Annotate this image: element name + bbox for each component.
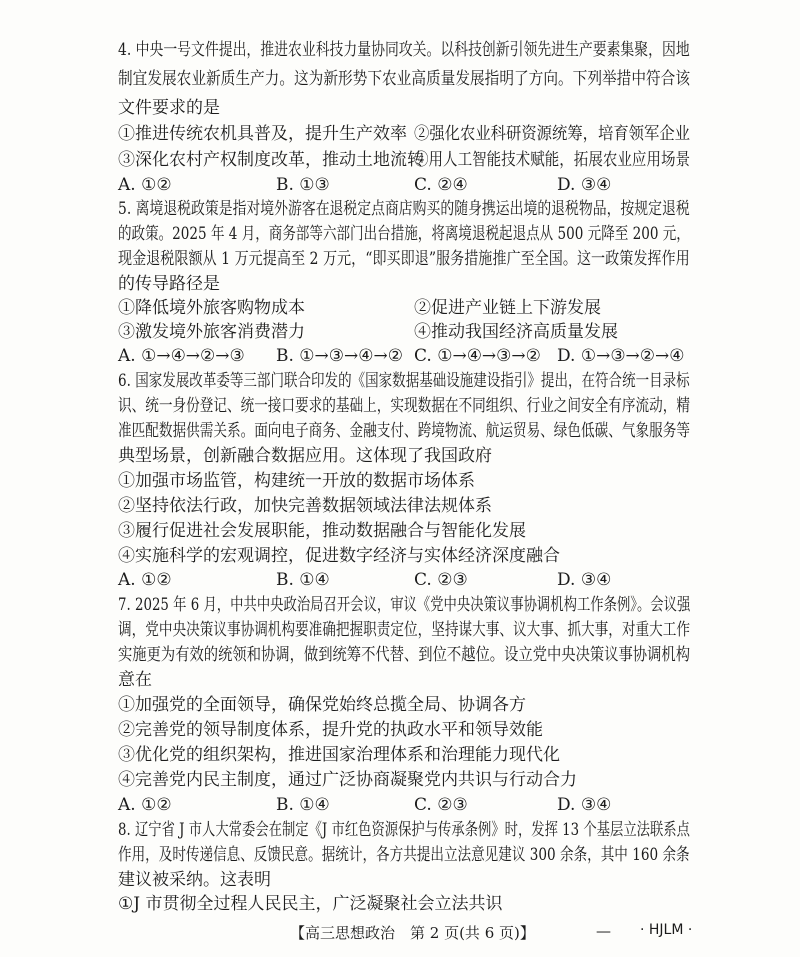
question-7-option-3: ③优化党的组织架构，推进国家治理体系和治理能力现代化: [118, 745, 560, 765]
question-7-option-1: ①加强党的全面领导，确保党始终总揽全局、协调各方: [118, 695, 526, 715]
question-4-answer-c: C. ②④: [414, 175, 468, 195]
question-6-answer-a: A. ①②: [118, 570, 172, 590]
question-5-stem-line-4: 的传导路径是: [118, 274, 220, 294]
question-8-stem-line-3: 建议被采纳。这表明: [118, 870, 271, 890]
question-8-stem-line-2: 作用，及时传递信息、反馈民意。据统计，各方共提出立法意见建议 300 余条，其中 160 余条: [118, 845, 690, 865]
question-7-stem-line-4: 意在: [118, 670, 152, 690]
question-7-answer-a: A. ①②: [118, 795, 172, 815]
question-4-stem-line-1: 4. 中央一号文件提出，推进农业科技力量协同攻关。以科技创新引领先进生产要素集聚，因地: [118, 40, 690, 60]
question-5-option-2: ②促进产业链上下游发展: [414, 298, 601, 318]
question-6-answer-c: C. ②③: [414, 570, 468, 590]
question-8-option-1: ①J 市贯彻全过程人民民主，广泛凝聚社会立法共识: [118, 894, 503, 914]
footer-code: · HJLM ·: [640, 922, 693, 938]
question-6-stem-line-3: 准匹配数据供需关系。面向电子商务、金融支付、跨境物流、航运贸易、绿色低碳、气象服务等: [118, 421, 690, 441]
question-5-answer-d: D. ①→③→②→④: [557, 346, 685, 366]
question-4-answer-d: D. ③④: [557, 175, 612, 195]
question-4-option-2: ②强化农业科研资源统筹，培育领军企业: [414, 124, 690, 144]
question-4-option-3: ③深化农村产权制度改革，推动土地流转: [118, 150, 424, 170]
question-6-option-1: ①加强市场监管，构建统一开放的数据市场体系: [118, 471, 475, 491]
question-5-option-4: ④推动我国经济高质量发展: [414, 322, 618, 342]
question-7-answer-d: D. ③④: [557, 795, 612, 815]
question-4-stem-line-2: 制宜发展农业新质生产力。这为新形势下农业高质量发展指明了方向。下列举措中符合该: [118, 69, 690, 89]
question-7-stem-line-2: 调，党中央决策议事协调机构要准确把握职责定位，坚持谋大事、议大事、抓大事，对重大工作: [118, 620, 690, 640]
question-7-answer-c: C. ②③: [414, 795, 468, 815]
question-5-option-3: ③激发境外旅客消费潜力: [118, 322, 305, 342]
question-7-option-4: ④完善党内民主制度，通过广泛协商凝聚党内共识与行动合力: [118, 770, 577, 790]
question-4-answer-b: B. ①③: [276, 175, 330, 195]
question-4-answer-a: A. ①②: [118, 175, 172, 195]
question-6-option-4: ④实施科学的宏观调控，促进数字经济与实体经济深度融合: [118, 546, 560, 566]
question-5-stem-line-1: 5. 离境退税政策是指对境外游客在退税定点商店购买的随身携运出境的退税物品，按规定退税: [118, 199, 690, 219]
question-6-option-3: ③履行促进社会发展职能，推动数据融合与智能化发展: [118, 521, 526, 541]
question-5-answer-a: A. ①→④→②→③: [118, 346, 245, 366]
question-5-option-1: ①降低境外旅客购物成本: [118, 298, 305, 318]
question-4-option-4: ④用人工智能技术赋能，拓展农业应用场景: [414, 150, 690, 170]
question-7-stem-line-3: 实施更为有效的统领和协调，做到统筹不代替、到位不越位。设立党中央决策议事协调机构: [118, 645, 690, 665]
question-7-option-2: ②完善党的领导制度体系，提升党的执政水平和领导效能: [118, 720, 543, 740]
question-7-answer-b: B. ①④: [276, 795, 330, 815]
footer-dash: —: [596, 922, 611, 940]
question-6-stem-line-4: 典型场景，创新融合数据应用。这体现了我国政府: [118, 446, 492, 466]
question-7-stem-line-1: 7. 2025 年 6 月，中共中央政治局召开会议，审议《党中央决策议事协调机构工作条例》。会议强: [118, 595, 691, 615]
question-5-answer-c: C. ①→④→③→②: [414, 346, 541, 366]
question-6-stem-line-2: 识、统一身份登记、统一接口要求的基础上，实现数据在不同组织、行业之间安全有序流动，精: [118, 396, 690, 416]
question-8-stem-line-1: 8. 辽宁省 J 市人大常委会在制定《J 市红色资源保护与传承条例》时，发挥 13 个基层立法联系点: [118, 820, 690, 840]
question-5-answer-b: B. ①→③→④→②: [276, 346, 403, 366]
footer-page-info: 【高三思想政治 第 2 页(共 6 页)】: [290, 924, 535, 942]
question-4-option-1: ①推进传统农机具普及，提升生产效率: [118, 124, 407, 144]
question-4-stem-line-3: 文件要求的是: [118, 98, 220, 118]
question-6-answer-b: B. ①④: [276, 570, 330, 590]
question-6-option-2: ②坚持依法行政，加快完善数据领域法律法规体系: [118, 496, 492, 516]
question-6-stem-line-1: 6. 国家发展改革委等三部门联合印发的《国家数据基础设施建设指引》提出，在符合统一目录标: [118, 371, 690, 391]
question-5-stem-line-2: 的政策。2025 年 4 月，商务部等六部门出台措施，将离境退税起退点从 500 元降至 200 元，: [118, 224, 690, 244]
question-5-stem-line-3: 现金退税限额从 1 万元提高至 2 万元，“即买即退”服务措施推广至全国。这一政策发挥作用: [118, 249, 690, 269]
question-6-answer-d: D. ③④: [557, 570, 612, 590]
page-footer: [0, 918, 800, 948]
